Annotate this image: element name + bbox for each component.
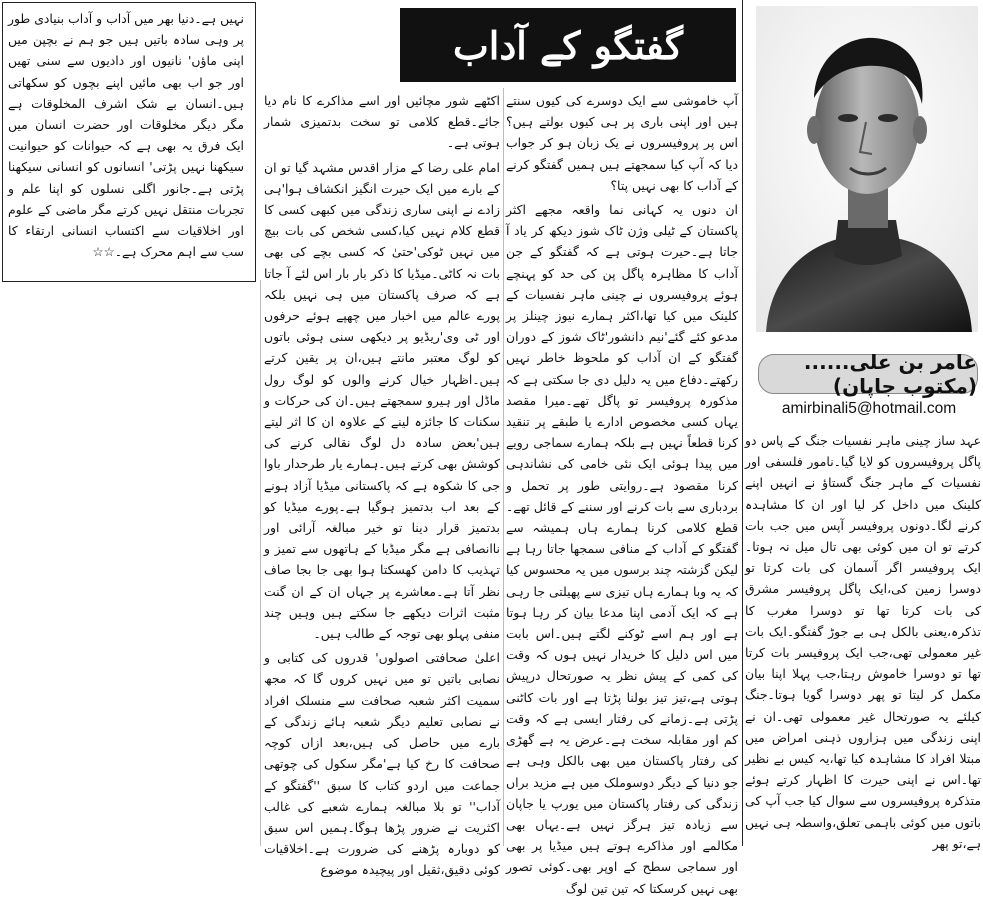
author-portrait-photo [756,6,978,332]
author-email[interactable]: amirbinali5@hotmail.com [781,400,957,417]
column-divider-left [260,280,261,846]
author-byline: عامر بن علی......(مکتوب جاپان) [803,350,977,398]
paragraph: آپ خاموشی سے ایک دوسرے کی کیوں سنتے ہیں اور اپنی باری پر ہی کیوں بولتے ہیں؟اس پر پروفیسروں نے یک زبان ہو کر جواب دیا کہ آپ کیا سمجھتے ہیں ہمیں گفتگو کرنے کے آداب کا بھی نہیں پتا؟ [506,93,738,193]
article-title: گفتگو کے آداب [452,22,684,68]
article-column-2 [506,90,738,896]
article-column-4-boxed [8,8,244,276]
article-column-1 [745,430,981,851]
column-divider-middle [503,88,504,846]
paragraph: اعلیٰ صحافتی اصولوں' قدروں کی کتابی و نصابی باتیں تو میں نہیں کروں گا کہ مجھ سمیت اکثر شعبہ صحافت سے منسلک افراد نے نصابی تعلیم دیگر شعبہ ہائے زندگی کے بارے میں حاصل کی ہیں،بعد ازاں کوچہ صحافت کا رخ کیا ہے'مگر سکول کی چوتھی جماعت میں اردو کتاب کا سبق ''گفتگو کے آداب'' تو بلا مبالغہ ہمارے شعبے کی غالب اکثریت نے ضرور پڑھا ہوگا۔ہمیں اس سبق کو دوبارہ پڑھنے کی ضرورت ہے۔اخلاقیات کوئی دقیق،ثقیل اور پیچیدہ موضوع [264,650,500,878]
paragraph: اکٹھے شور مچائیں اور اسے مذاکرے کا نام دیا جائے۔قطع کلامی تو سخت بدتمیزی شمار ہوتی ہے۔ [264,93,500,151]
author-byline-badge [758,350,978,398]
paragraph: عہد ساز چینی ماہر نفسیات جنگ کے پاس دو پاگل پروفیسروں کو لایا گیا۔نامور فلسفی اور نفسیات کے ماہر جنگ گستاؤ نے انہیں اپنے کلینک میں داخل کر لیا اور ان کا مشاہدہ کرنے لگا۔دونوں پروفیسر آپس میں جب بات کرتے تو ان میں کوئی بھی تال میل نہ ہوتا۔ایک پروفیسر اگر آسمان کی بات کرتا تو دوسرا زمین کی،ایک پاگل پروفیسر مشرق کی بات کرتا تھا تو دوسرا مغرب کا تذکرہ،یعنی بالکل ہی بے جوڑ گفتگو۔ایک بات غیر معمولی تھی،جب ایک پروفیسر بات کرتا تھا تو دوسرا خاموش رہتا،جب پہلا اپنا بیان مکمل کر لیتا تو پھر دوسرا گویا ہوتا۔جنگ کیلئے یہ صورتحال غیر معمولی تھی۔ان نے اپنی زندگی میں ہزاروں ذہنی امراض میں مبتلا افراد کا مشاہدہ کیا تھا،یہ کیس بے نظیر تھا۔اس نے اپنی حیرت کا اظہار کرتے ہوئے متذکرہ پروفیسروں سے سوال کیا جب آپ کی باتوں میں کوئی باہمی تعلق،واسطہ ہی نہیں ہے،تو پھر [745,433,981,851]
article-column-3 [264,90,500,878]
paragraph: نہیں ہے۔دنیا بھر میں آداب و آداب بنیادی طور پر وہی سادہ باتیں ہیں جو ہم نے بچپن میں اپنی ماؤں' نانیوں اور دادیوں سے سنی تھیں اور جو اب بھی مائیں اپنے بچوں کو سکھاتی ہیں۔انسان بے شک اشرف المخلوقات ہے مگر دیگر مخلوقات اور حضرت انسان میں ایک فرق یہ بھی ہے کہ حیوانات کو حیوانیت سیکھنا نہیں پڑتی' انسانوں کو انسانی سیکھنا پڑتی ہے۔جانور اگلی نسلوں کو اپنا علم و تجربات منتقل نہیں کرتے مگر ماضی کے علوم اور اخلاقیات سے اکتساب انسانی ارتقاء کا سب سے اہم محرک ہے۔☆☆ [8,11,244,260]
paragraph: ان دنوں یہ کہانی نما واقعہ مجھے اکثر پاکستان کے ٹیلی وژن ٹاک شوز دیکھ کر یاد آ جاتا ہے۔حیرت ہوتی ہے کہ گفتگو کے جن آداب کا مظاہرہ پاگل پن کی حد کو پہنچے ہوئے پروفیسروں نے چینی ماہر نفسیات کے کلینک میں کیا تھا،اکثر ہمارے نیوز چینلز پر مدعو کئے گئے'نیم دانشور'ٹاک شوز کے دوران گفتگو کے ان آداب کو ملحوظ خاطر نہیں رکھتے۔دفاع میں یہ دلیل دی جا سکتی ہے کہ مذکورہ پروفیسر تو پاگل تھے۔میرا مقصد یہاں کسی مخصوص ادارے یا طبقے پر تنقید کرنا قطعاً نہیں ہے بلکہ ہمارے سماجی رویے میں پیدا ہوئی ایک نئی خامی کی نشاندہی کرنا مقصود ہے۔روایتی طور پر تحمل و بردباری سے بات کرنے اور سننے کے قائل تھے۔قطع کلامی کرنا ہمارے ہاں ہمیشہ سے گفتگو کے آداب کے منافی سمجھا جاتا رہا ہے لیکن گزشتہ چند برسوں میں یہ محسوس کیا کہ یہ وبا ہمارے ہاں تیزی سے پھیلتی جا رہی ہے کہ ایک آدمی اپنا مدعا بیان کر رہا ہوتا ہے اور ہم اسے ٹوکنے لگتے ہیں۔اس بابت میں اس دلیل کا خریدار نہیں ہوں کہ وقت کی کمی کے پیش نظر یہ صورتحال درپیش ہوتی ہے،تیز تیز بولنا پڑتا ہے اور بات کاٹنی پڑتی ہے۔زمانے کی رفتار ایسی ہے کہ وقت کم اور مقابلہ سخت ہے۔عرض یہ ہے گھڑی کی رفتار پاکستان میں بھی بالکل وہی ہے جو دنیا کے دیگر دوسوملک میں ہے مزید براں زندگی کی رفتار پاکستان میں یورپ یا جاپان سے زیادہ تیز ہرگز نہیں ہے۔یہاں بھی مکالمے اور مذاکرے ہوتے ہیں میڈیا پر بھی اور سماجی سطح کے اوپر بھی۔کوئی تصور بھی نہیں کرسکتا کہ تین تین لوگ [506,202,738,896]
column-divider-right [742,0,743,846]
title-banner [400,8,736,82]
paragraph: امام علی رضا کے مزار اقدس مشہد گیا تو ان کے بارے میں ایک حیرت انگیز انکشاف ہوا'ہی زادے نے اپنی ساری زندگی میں کبھی کسی کا قطع کلام نہیں کیا،کسی شخص کی بات بیچ میں نہیں ٹوکی'حتیٰ کہ کسی بچے کی بھی بات نہ کاٹی۔میڈیا کا ذکر بار بار اس لئے آ جاتا ہے کہ صرف پاکستان میں ہی نہیں بلکہ پورے عالم میں اخبار میں چھپے ہوئے حرفوں اور ٹی وی'ریڈیو پر دیکھی سنی ہوئی باتوں کو لوگ معتبر مانتے ہیں،ان پر یقین کرتے ہیں۔اظہار خیال کرنے والوں کو لوگ رول ماڈل اور ہیرو سمجھتے ہیں۔ان کی حرکات و سکنات کا جائزہ لینے کے علاوہ ان کا اثر لیتے ہیں'بعض سادہ دل لوگ نقالی کرنے کی کوشش بھی کرتے ہیں۔ہمارے یار طرحدار باوا جی کا شکوہ ہے کہ پاکستانی میڈیا آزاد ہونے کے بعد اب بدتمیز ہوگیا ہے۔پورے میڈیا کو بدتمیز قرار دینا تو خیر مبالغہ آرائی اور ناانصافی ہے مگر میڈیا کے ہاتھوں سے تمیز و تہذیب کا دامن کھسکتا ہوا بھی جا بجا صاف نظر آتا ہے۔معاشرے پر جہاں ان کے ان گنت مثبت اثرات دیکھے جا سکتے ہیں وہیں چند منفی پہلو بھی توجہ کے طالب ہیں۔ [264,159,500,642]
